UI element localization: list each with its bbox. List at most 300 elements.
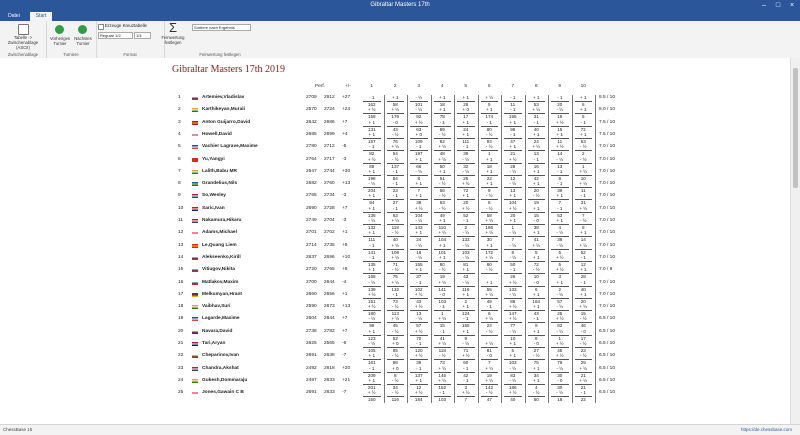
round-opponent: 60: [457, 359, 475, 366]
round-opponent: 31: [528, 113, 546, 120]
round-result: + ½: [555, 341, 564, 346]
round-result: - ½: [579, 353, 587, 359]
round-opponent: 24: [410, 236, 428, 243]
player-perf: 2633: [324, 377, 335, 383]
round-result: - ½: [462, 168, 470, 174]
player-perf: 2717: [324, 156, 335, 162]
round-result: - ½: [368, 218, 376, 223]
round-result: - ½: [368, 341, 376, 346]
round-result: + 1: [438, 242, 446, 248]
round-opponent: 1: [575, 163, 593, 170]
round-result: + 1: [532, 205, 540, 211]
round-result: - ½: [415, 242, 423, 248]
player-plusminus: +6: [342, 267, 348, 273]
close-icon[interactable]: ×: [789, 2, 795, 9]
round-result: + ½: [414, 119, 423, 125]
round-result: + 1: [485, 168, 493, 174]
rank: 17: [178, 291, 184, 297]
round-opponent: 20: [551, 101, 569, 108]
round-opponent: 116: [387, 396, 405, 403]
round-opponent: 2: [575, 150, 593, 157]
round-result: + ½: [391, 144, 400, 150]
player-plusminus: -3: [342, 218, 347, 223]
player-plusminus: +1: [342, 291, 348, 297]
round-opponent: 2: [551, 286, 569, 293]
player-perf: 2644: [324, 279, 335, 285]
round-opponent: 80: [481, 126, 499, 133]
round-opponent: 104: [434, 236, 452, 243]
perf-header: Perf.: [314, 84, 326, 89]
round-opponent: 11: [551, 138, 569, 145]
round-result: + ½: [555, 144, 564, 150]
player-name: Alekseenko,Kirill: [202, 254, 241, 260]
player-name: Grandelius,Nils: [202, 181, 238, 187]
player-score: 7.0 / 10: [599, 144, 616, 150]
round-result: - 1: [486, 304, 492, 310]
player-plusminus: -5: [342, 144, 347, 150]
round-opponent: 18: [481, 163, 499, 170]
status-link[interactable]: https://de.chessbase.com: [740, 427, 792, 432]
round-result: + 1: [415, 377, 422, 383]
round-result: - ½: [415, 254, 423, 260]
round-opponent: 6: [575, 101, 593, 108]
round-opponent: 53: [551, 212, 569, 219]
rank: 19: [178, 316, 184, 322]
round-opponent: 28: [504, 163, 522, 170]
round-result: - 1: [557, 205, 563, 211]
round-result: + 1: [368, 353, 375, 359]
round-result: - ½: [391, 267, 399, 273]
round-opponent: 18: [434, 101, 452, 108]
round-opponent: 145: [434, 372, 452, 379]
round-opponent: 11: [575, 187, 593, 194]
round-result: - 1: [416, 144, 422, 150]
player-perf: 2633: [324, 390, 335, 396]
round-opponent: 137: [410, 372, 428, 379]
round-opponent: 102: [410, 286, 428, 293]
round-opponent: 15: [551, 126, 569, 133]
round-opponent: 155: [457, 322, 475, 329]
round-opponent: 17: [575, 335, 593, 342]
round-result: + 1: [532, 131, 540, 137]
round-result: + 1: [368, 377, 375, 383]
player-elo: 2691: [306, 353, 317, 359]
player-plusminus: +4: [342, 131, 348, 137]
round-opponent: 132: [363, 224, 381, 231]
flag-icon: [192, 354, 198, 358]
round-result: - ½: [391, 377, 399, 383]
round-opponent: 7: [504, 236, 522, 243]
round-result: + ½: [555, 316, 564, 322]
round-opponent: 184: [410, 396, 428, 403]
round-result: - ½: [438, 267, 446, 273]
round-opponent: 57: [551, 298, 569, 305]
round-result: + 1: [368, 230, 375, 236]
round-result: + ½: [485, 341, 494, 346]
vertical-scrollbar[interactable]: [790, 58, 800, 424]
round-result: + 1: [485, 156, 493, 162]
column-divider: [595, 144, 596, 157]
round-result: - 1: [510, 131, 516, 137]
round-opponent: 46: [575, 322, 593, 329]
rank: 13: [178, 242, 184, 248]
player-perf: 2760: [324, 181, 335, 187]
rank: 3: [178, 119, 181, 125]
round-result: + ½: [414, 304, 423, 310]
round-result: + ½: [508, 390, 517, 396]
pm-header: +/-: [345, 84, 351, 89]
round-opponent: 21: [575, 384, 593, 391]
round-result: - ½: [415, 168, 423, 174]
round-result: - ½: [556, 242, 564, 248]
tab-start[interactable]: Start: [30, 12, 52, 21]
round-opponent: 16: [551, 113, 569, 120]
crosstable-label: Erzeuge Kreuztabelle: [105, 23, 147, 28]
round-opponent: 3: [551, 273, 569, 280]
round-opponent: 14: [551, 150, 569, 157]
round-opponent: 155: [504, 113, 522, 120]
player-perf: 2699: [324, 131, 335, 137]
maximize-icon[interactable]: □: [775, 2, 781, 9]
player-plusminus: -3: [342, 156, 347, 162]
player-plusminus: -4: [342, 279, 347, 285]
round-result: + 1: [532, 291, 540, 297]
player-row[interactable]: [178, 390, 622, 404]
round-result: - 1: [557, 181, 563, 187]
copy-table-button[interactable]: Tabelle -> Zwischenablage (ASCII): [7, 35, 39, 50]
round-opponent: 20: [528, 187, 546, 194]
round-result: - ½: [556, 107, 564, 113]
round-result: + ½: [579, 205, 588, 211]
round-opponent: 2: [457, 224, 475, 231]
round-result: - ½: [391, 230, 399, 236]
round-opponent: 176: [387, 113, 405, 120]
round-opponent: 63: [434, 199, 452, 206]
round-opponent: 72: [528, 261, 546, 268]
group-format: [96, 21, 165, 58]
round-opponent: 82: [434, 138, 452, 145]
round-opponent: 7: [410, 187, 428, 194]
column-divider: [595, 255, 596, 268]
round-opponent: 71: [457, 347, 475, 354]
round-result: + ½: [438, 144, 447, 150]
flag-icon: [192, 367, 198, 371]
format-select[interactable]: Regular 1/2: [98, 32, 133, 39]
player-perf: 2638: [324, 353, 335, 359]
player-elo: 2660: [306, 291, 317, 297]
round-opponent: 25: [551, 310, 569, 317]
player-score: 7.5 / 10: [599, 119, 616, 125]
round-result: - ½: [368, 316, 376, 322]
round-opponent: 34: [387, 384, 405, 391]
player-name: Lalith,Babu MR: [202, 168, 237, 174]
round-opponent: 76: [387, 138, 405, 145]
round-result: + ½: [532, 144, 541, 150]
player-elo: 2637: [306, 254, 317, 260]
round-result: + 1: [532, 168, 540, 174]
round-opponent: 51: [434, 175, 452, 182]
round-result: + ½: [555, 119, 564, 125]
tab-datei[interactable]: Datei: [8, 13, 20, 19]
player-perf: 2735: [324, 242, 335, 248]
rank: 20: [178, 328, 184, 334]
round-result: - ½: [391, 131, 399, 137]
round-opponent: 22: [575, 396, 593, 403]
column-divider: [595, 280, 596, 293]
rank: 14: [178, 254, 184, 260]
column-divider: [595, 120, 596, 133]
rank: 10: [178, 205, 184, 211]
rank: 4: [178, 131, 181, 137]
player-score: 7.0 / 10: [599, 168, 616, 174]
player-perf: 2734: [324, 193, 335, 199]
round-result: + 1: [556, 193, 563, 199]
flag-icon: [192, 121, 198, 125]
round-result: + ½: [532, 242, 541, 248]
round-opponent: 14: [575, 236, 593, 243]
clipboard-icon: [18, 24, 29, 35]
round-result: + ½: [579, 377, 588, 383]
round-opponent: 8: [410, 175, 428, 182]
player-score: 7.0 / 10: [599, 230, 616, 236]
column-divider: [595, 366, 596, 379]
round-opponent: 38: [528, 224, 546, 231]
round-result: - ½: [368, 181, 376, 187]
round-opponent: 40: [504, 396, 522, 403]
round-opponent: 27: [387, 199, 405, 206]
round-result: - ½: [485, 131, 493, 137]
player-name: Melkumyan,Hrant: [202, 291, 242, 297]
player-perf: 2673: [324, 304, 335, 310]
rank: 2: [178, 107, 181, 113]
round-opponent: 25: [575, 359, 593, 366]
crosstable-checkbox[interactable]: [98, 24, 104, 30]
scroll-thumb[interactable]: [793, 68, 798, 188]
player-name: Navara,David: [202, 328, 233, 334]
round-result: - 1: [533, 119, 539, 125]
flag-icon: [192, 244, 198, 248]
round-opponent: 52: [457, 212, 475, 219]
round-result: - 1: [416, 365, 422, 371]
player-name: Adams,Michael: [202, 230, 237, 236]
round-opponent: 8: [504, 249, 522, 256]
round-opponent: 40: [528, 126, 546, 133]
player-perf: 2565: [324, 341, 335, 346]
round-opponent: 184: [528, 298, 546, 305]
round-result: - 1: [369, 144, 375, 150]
column-divider: [595, 353, 596, 366]
round-opponent: 147: [504, 310, 522, 317]
round-result: - ½: [556, 304, 564, 310]
round-result: + 1: [391, 95, 399, 100]
flag-icon: [192, 108, 198, 112]
round-opponent: 104: [504, 199, 522, 206]
round-result: - ½: [485, 328, 493, 334]
next-icon: [78, 25, 87, 34]
column-divider: [595, 390, 596, 403]
player-score: 7.0 / 9: [599, 267, 613, 273]
round-result: + 1: [485, 242, 493, 248]
round-result: - ½: [532, 193, 540, 199]
player-name: Tari,Aryan: [202, 341, 226, 346]
player-score: 8.0 / 10: [599, 107, 616, 113]
flag-icon: [192, 170, 198, 174]
player-perf: 2724: [324, 107, 335, 113]
round-result: - ½: [438, 181, 446, 187]
round-opponent: 50: [504, 261, 522, 268]
round-opponent: 186: [504, 384, 522, 391]
round-result: + ½: [485, 316, 494, 322]
sort-select[interactable]: Sortiere nach Ergebnis: [192, 24, 251, 31]
round-opponent: 124: [457, 310, 475, 317]
round-result: + ½: [485, 377, 494, 383]
next-tournament-button[interactable]: Nächstes Turnier: [74, 36, 92, 46]
round-opponent: 13: [528, 150, 546, 157]
round-opponent: 63: [387, 212, 405, 219]
player-perf: 2912: [324, 95, 335, 100]
round-opponent: 16: [528, 163, 546, 170]
round-opponent: 4: [528, 384, 546, 391]
round-opponent: 20: [504, 212, 522, 219]
round-opponent: 39: [551, 187, 569, 194]
round-result: - 1: [463, 144, 469, 150]
round-opponent: 92: [410, 113, 428, 120]
column-divider: [595, 304, 596, 317]
rank: 9: [178, 193, 181, 199]
round-opponent: 209: [363, 372, 381, 379]
player-elo: 2720: [306, 267, 317, 273]
fraction-select[interactable]: 1/4: [134, 32, 151, 39]
round-opponent: 111: [457, 138, 475, 145]
player-elo: 2709: [306, 95, 317, 100]
round-opponent: 198: [363, 175, 381, 182]
round-opponent: 53: [575, 138, 593, 145]
round-opponent: 2: [457, 298, 475, 305]
player-score: 6.5 / 10: [599, 365, 616, 371]
round-result: - 1: [580, 119, 586, 125]
round-opponent: 13: [504, 187, 522, 194]
round-opponent: 133: [504, 286, 522, 293]
player-plusminus: +21: [342, 377, 351, 383]
player-score: 7.0 / 10: [599, 304, 616, 310]
round-opponent: 53: [528, 101, 546, 108]
round-opponent: 20: [457, 199, 475, 206]
player-plusminus: -7: [342, 353, 347, 359]
round-opponent: 13: [410, 310, 428, 317]
round-opponent: 138: [363, 212, 381, 219]
player-plusminus: +27: [342, 95, 351, 100]
round-opponent: 77: [504, 322, 522, 329]
player-elo: 2625: [306, 341, 317, 346]
round-opponent: 55: [481, 286, 499, 293]
round-result: - 1: [557, 95, 563, 100]
round-result: - ½: [485, 193, 493, 199]
round-result: + 1: [509, 193, 516, 199]
player-perf: 2704: [324, 218, 335, 223]
round-result: - ½: [462, 279, 470, 285]
round-opponent: 78: [434, 113, 452, 120]
player-name: Saric,Ivan: [202, 205, 225, 211]
round-result: + 1: [532, 254, 540, 260]
player-name: Howell,David: [202, 131, 232, 137]
rank: 21: [178, 341, 184, 346]
player-score: 7.0 / 10: [599, 218, 616, 223]
tiebreak-button[interactable]: Feinwertung festlegen: [161, 35, 185, 45]
round-opponent: 39: [410, 359, 428, 366]
round-result: - 0: [533, 341, 539, 346]
round-result: + 1: [415, 193, 422, 199]
flag-icon: [192, 158, 198, 162]
round-opponent: 8: [481, 199, 499, 206]
round-result: + 1: [556, 131, 563, 137]
round-opponent: 72: [575, 126, 593, 133]
column-divider: [595, 267, 596, 280]
flag-icon: [192, 317, 198, 321]
round-opponent: 52: [387, 335, 405, 342]
player-perf: 2765: [324, 267, 335, 273]
round-result: - 1: [510, 267, 516, 273]
round-opponent: 85: [387, 347, 405, 354]
round-result: - 1: [392, 291, 398, 297]
round-result: + 1: [462, 131, 469, 137]
flag-icon: [192, 268, 198, 272]
minimize-icon[interactable]: –: [762, 2, 766, 9]
round-result: - 0: [533, 218, 539, 223]
round-result: + ½: [367, 107, 376, 113]
round-result: + ½: [438, 279, 447, 285]
round-result: + 1: [485, 181, 493, 187]
player-plusminus: -6: [342, 341, 347, 346]
round-opponent: 15: [528, 212, 546, 219]
round-result: + 1: [368, 193, 375, 199]
round-result: - 1: [580, 279, 586, 285]
round-opponent: 197: [410, 150, 428, 157]
player-plusminus: -3: [342, 193, 347, 199]
round-opponent: 26: [504, 273, 522, 280]
player-score: 7.0 / 10: [599, 254, 616, 260]
player-elo: 2701: [306, 230, 317, 236]
round-opponent: 27: [528, 347, 546, 354]
round-opponent: 54: [387, 150, 405, 157]
previous-tournament-button[interactable]: Vorheriges Turnier: [49, 36, 71, 46]
round-opponent: 62: [551, 322, 569, 329]
round-result: - ½: [509, 181, 517, 187]
round-opponent: 103: [434, 298, 452, 305]
round-result: + 1: [579, 267, 587, 273]
player-name: Karthikeyan,Murali: [202, 107, 245, 113]
round-opponent: 111: [363, 236, 381, 243]
round-opponent: 8: [387, 372, 405, 379]
player-name: Yu,Yangyi: [202, 156, 225, 162]
flag-icon: [192, 207, 198, 211]
round-result: + ½: [367, 390, 376, 396]
round-result: - ½: [462, 156, 470, 162]
group-zwischenablage: [0, 21, 47, 58]
column-divider: [595, 157, 596, 170]
rank: 11: [178, 218, 183, 223]
round-opponent: 131: [363, 126, 381, 133]
round-result: - 1: [392, 193, 398, 199]
round-result: + 1: [532, 365, 540, 371]
round-opponent: 31: [575, 199, 593, 206]
round-result: - ½: [509, 377, 517, 383]
round-opponent: 45: [387, 322, 405, 329]
round-result: - 1: [463, 316, 469, 322]
round-result: + 1: [368, 328, 375, 334]
round-result: + 1: [462, 267, 469, 273]
round-result: + ½: [438, 365, 447, 371]
player-score: 7.0 / 10: [599, 279, 616, 285]
